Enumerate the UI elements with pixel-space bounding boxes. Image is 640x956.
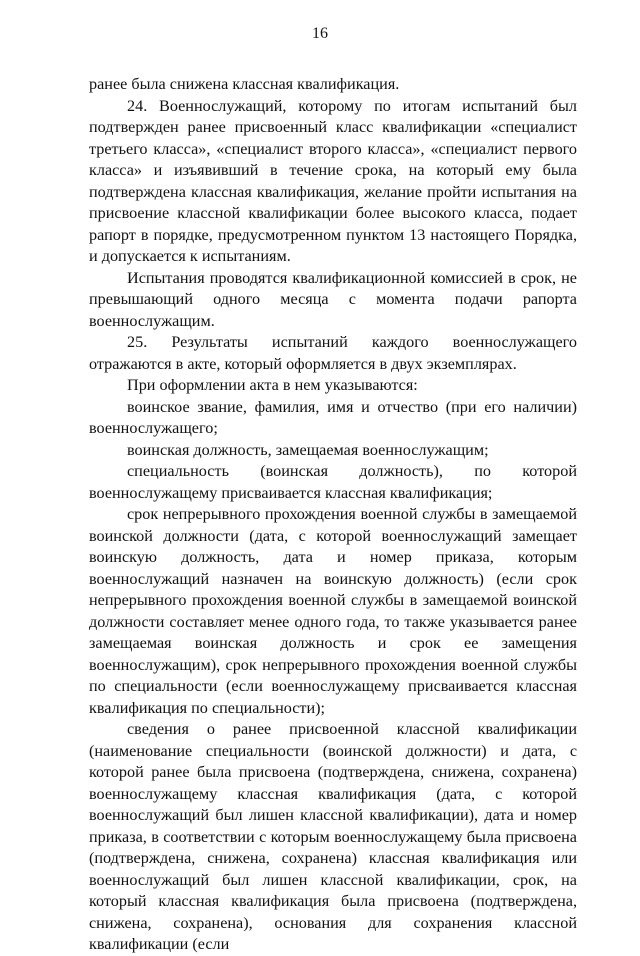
paragraph-continuation: ранее была снижена классная квалификация. bbox=[89, 75, 400, 93]
paragraph-act-contents-intro: При оформлении акта в нем указываются: bbox=[127, 376, 418, 394]
page-number: 16 bbox=[312, 25, 328, 42]
paragraph-position: воинская должность, замещаемая военнослужащим; bbox=[127, 440, 489, 459]
paragraph-previous-qualification: сведения о ранее присвоенной классной квалификации (наименование специальности (воинской должности) и дата, с которой ранее была присвоена (подтверждена, снижена, сохранена) военнослужащему классная квалификация (дата, с которой военнослужащий был лишен классной квалификации), дата и номер приказа, в соответствии с которым военнослужащему была присвоена (подтверждена, снижена, сохранена) классная квалификация или военнослужащий был лишен классной квалификации, срок, на который классная квалификация была присвоена (подтверждена, снижена, сохранена), основания для сохранения классной квалификации (если bbox=[89, 720, 577, 953]
paragraph-specialty: специальность (воинская должность), по которой военнослужащему присваивается классная квалификация; bbox=[89, 462, 577, 502]
paragraph-item-25: 25. Результаты испытаний каждого военнослужащего отражаются в акте, который оформляется в двух экземплярах. bbox=[89, 333, 577, 373]
paragraph-item-24: 24. Военнослужащий, которому по итогам испытаний был подтвержден ранее присвоенный класс квалификации «специалист третьего класса», «специалист второго класса», «специалист первого класса» и изъявивший в течение срока, на который ему была подтверждена классная квалификация, желание пройти испытания на присвоение классной квалификации более высокого класса, подает рапорт в порядке, предусмотренном пунктом 13 настоящего Порядка, и допускается к испытаниям. bbox=[89, 96, 577, 265]
paragraph-service-term: срок непрерывного прохождения военной службы в замещаемой воинской должности (дата, с которой военнослужащий замещает воинскую должность, дата и номер приказа, которым военнослужащий назначен на воинскую должность) (если срок непрерывного прохождения военной службы в замещаемой воинской должности составляет менее одного года, то также указывается ранее замещаемая воинская должность и срок ее замещения военнослужащим), срок непрерывного прохождения военной службы по специальности (если военнослужащему присваивается классная квалификация по специальности); bbox=[89, 505, 577, 717]
document-body bbox=[89, 74, 577, 956]
paragraph-testing-period: Испытания проводятся квалификационной комиссией в срок, не превышающий одного месяца с момента подачи рапорта военнослужащим. bbox=[89, 268, 577, 330]
paragraph-rank-name: воинское звание, фамилия, имя и отчество (при его наличии) военнослужащего; bbox=[89, 397, 577, 437]
